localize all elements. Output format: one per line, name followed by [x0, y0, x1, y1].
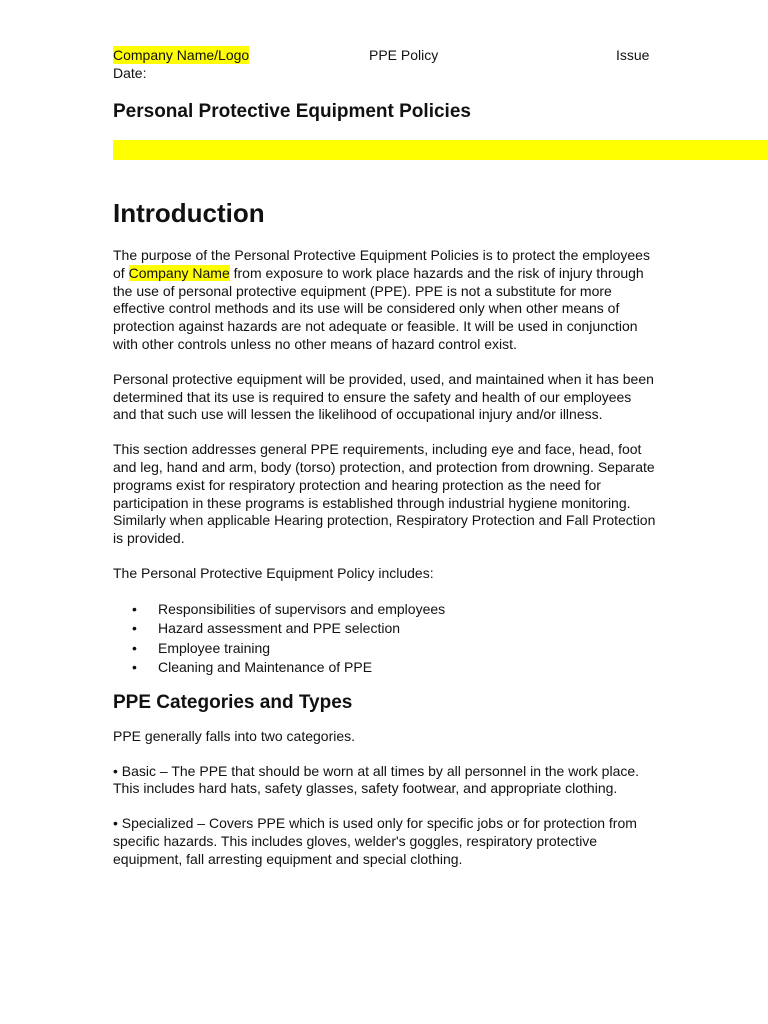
header-date-label: Date: [113, 65, 147, 81]
bullet-icon: • [132, 659, 137, 676]
header-policy-label: PPE Policy [369, 47, 439, 63]
bullet-icon: • [132, 600, 137, 617]
bullet-icon: • [132, 639, 137, 656]
intro-paragraph-1 [113, 247, 658, 354]
list-item-text: Employee training [158, 639, 271, 656]
list-item [132, 600, 658, 620]
basic-category-paragraph: • Basic – The PPE that should be worn at all times by all personnel in the work place. This includes hard hats, safety glasses, safety footwear, and appropriate clothing. [113, 762, 640, 797]
company-name-placeholder: Company Name [128, 264, 230, 281]
list-item [132, 658, 658, 678]
ppe-categories-heading: PPE Categories and Types [113, 691, 353, 713]
intro-paragraph-3: This section addresses general PPE requirements, including eye and face, head, foot and leg, hand and arm, body (torso) protection, and protection from drowning. Separate programs exist for respiratory protection and hearing protection as the need for participation in these programs is established through industrial hygiene monitoring. Similarly when applicable Hearing protection, Respiratory Protection and Fall Protection is provided. [113, 441, 656, 547]
list-item-text: Cleaning and Maintenance of PPE [158, 659, 373, 676]
intro-paragraph-1-end: from exposure to work place hazards and the risk of injury through the use of personal protective equipment (PPE). PPE is not a substitute for more effective control methods and its use will be considered only when other means of protection against hazards are not adequate or feasible. It will be used in conjunction with other controls unless no other means of hazard control exist. [113, 264, 644, 352]
policy-includes-list [113, 600, 658, 678]
header-issue-label: Issue [616, 47, 650, 63]
list-item-text: Responsibilities of supervisors and employees [158, 600, 446, 617]
list-item-text: Hazard assessment and PPE selection [158, 620, 401, 637]
intro-paragraph-4: The Personal Protective Equipment Policy includes: [113, 564, 434, 581]
list-item [132, 619, 658, 639]
bullet-icon: • [132, 620, 137, 637]
introduction-heading: Introduction [113, 198, 265, 228]
list-item [132, 639, 658, 659]
intro-paragraph-1-start: The purpose of the Personal Protective Equipment Policies is to protect the employees of [113, 247, 650, 281]
company-name-logo-placeholder: Company Name/Logo [113, 47, 250, 63]
document-body [113, 196, 658, 886]
intro-paragraph-2: Personal protective equipment will be provided, used, and maintained when it has been determined that its use is required to ensure the safety and health of our employees and that such use will lessen the likelihood of occupational injury and/or illness. [113, 370, 654, 423]
specialized-category-paragraph: • Specialized – Covers PPE which is used only for specific jobs or for protection from specific hazards. This includes gloves, welder's goggles, respiratory protective equipment, fall arresting equipment and special clothing. [113, 815, 637, 867]
highlight-bar [113, 140, 768, 160]
document-title: Personal Protective Equipment Policies [113, 101, 471, 122]
categories-intro-paragraph: PPE generally falls into two categories. [113, 727, 356, 744]
